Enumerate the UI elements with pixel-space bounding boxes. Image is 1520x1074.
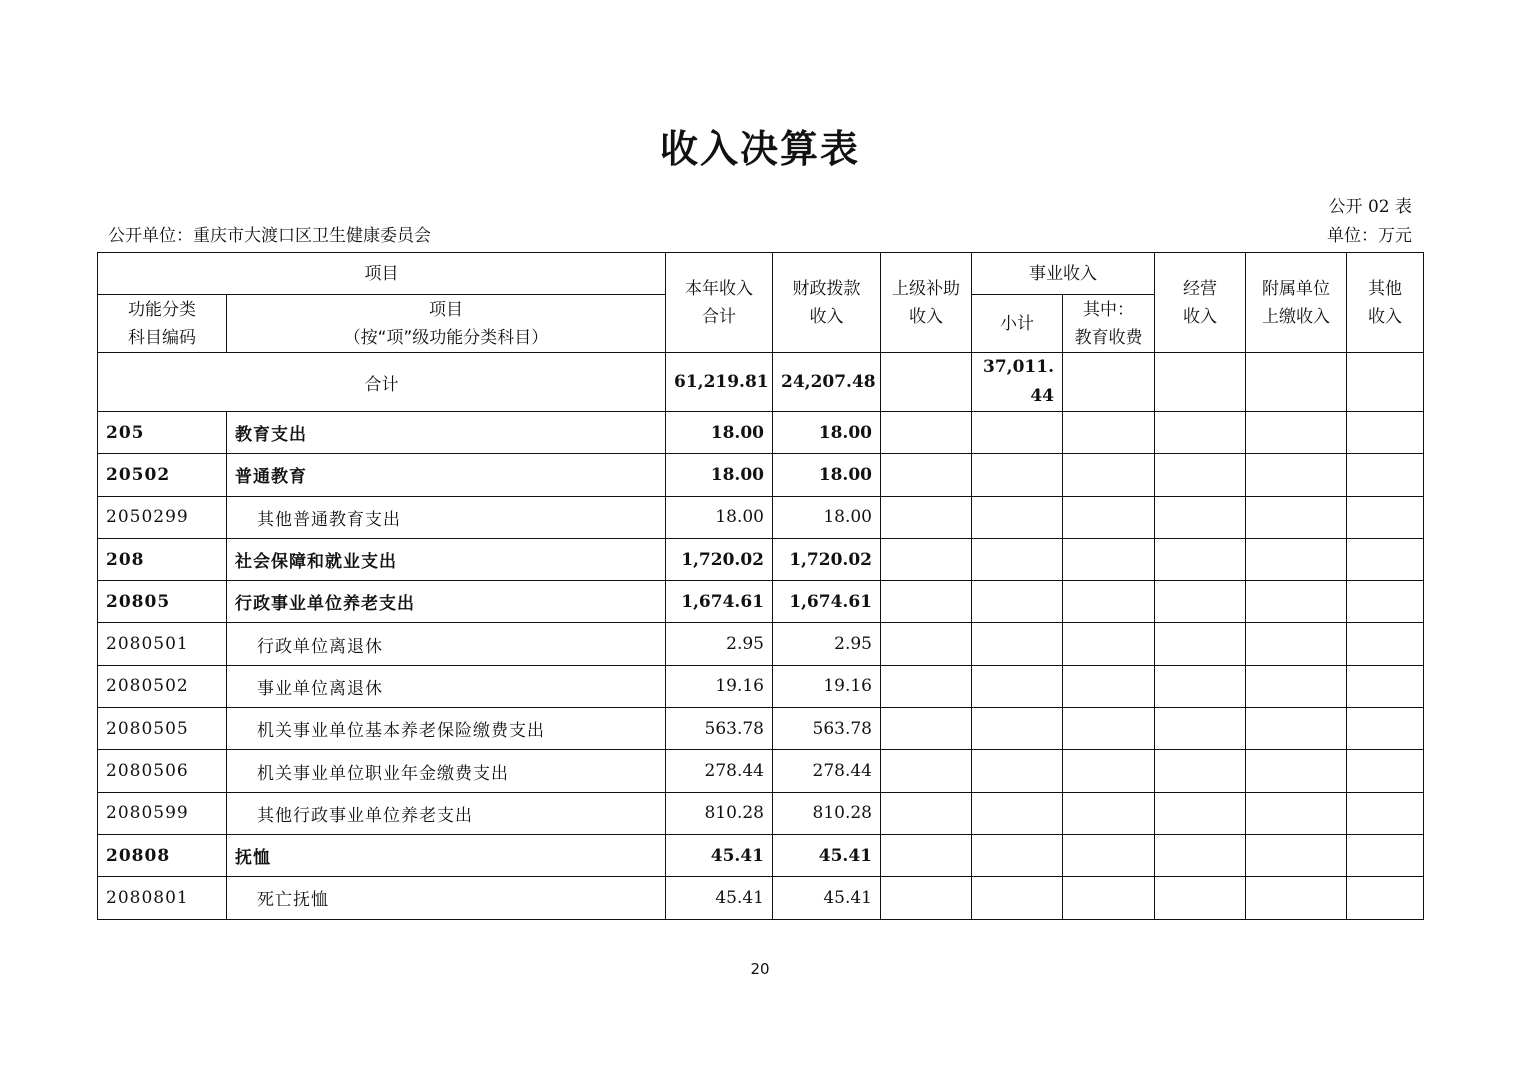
total-subtotal: 37,011.44: [972, 353, 1063, 412]
total-fiscal: 24,207.48: [773, 353, 881, 412]
row-code: 2080599: [98, 792, 227, 834]
table-row: [98, 877, 1424, 919]
row-operation: [1155, 834, 1246, 876]
row-subtotal: [972, 581, 1063, 623]
total-affiliated: [1246, 353, 1347, 412]
row-other: [1347, 750, 1424, 792]
row-fiscal: 1,720.02: [773, 538, 881, 580]
row-fiscal: 563.78: [773, 708, 881, 750]
row-operation: [1155, 538, 1246, 580]
header-total-line2: 合计: [702, 306, 736, 327]
row-total: 19.16: [666, 665, 773, 707]
header-affiliated-line2: 上缴收入: [1262, 306, 1330, 327]
row-total: 810.28: [666, 792, 773, 834]
row-superior: [881, 623, 972, 665]
row-fiscal: 18.00: [773, 454, 881, 496]
row-code: 208: [98, 538, 227, 580]
row-edu: [1063, 792, 1155, 834]
row-operation: [1155, 665, 1246, 707]
row-edu: [1063, 708, 1155, 750]
total-label: 合计: [98, 353, 666, 412]
row-fiscal: 18.00: [773, 496, 881, 538]
row-edu: [1063, 581, 1155, 623]
row-superior: [881, 412, 972, 454]
table-row: [98, 454, 1424, 496]
header-other-line1: 其他: [1368, 278, 1402, 299]
row-name: 抚恤: [227, 834, 666, 876]
row-fiscal: 19.16: [773, 665, 881, 707]
header-project-sub: [227, 295, 666, 353]
header-affiliated-line1: 附属单位: [1262, 278, 1330, 299]
row-name: 行政单位离退休: [227, 623, 666, 665]
row-other: [1347, 792, 1424, 834]
row-subtotal: [972, 623, 1063, 665]
row-edu: [1063, 665, 1155, 707]
row-subtotal: [972, 792, 1063, 834]
header-edu-line2: 教育收费: [1074, 327, 1143, 348]
row-edu: [1063, 623, 1155, 665]
row-affiliated: [1246, 708, 1347, 750]
row-operation: [1155, 454, 1246, 496]
header-total-line1: 本年收入: [685, 278, 753, 299]
row-other: [1347, 877, 1424, 919]
header-func-code: [98, 295, 227, 353]
table-row: [98, 496, 1424, 538]
row-name: 教育支出: [227, 412, 666, 454]
row-affiliated: [1246, 496, 1347, 538]
header-func-code-line2: 科目编码: [128, 327, 196, 348]
row-superior: [881, 877, 972, 919]
total-edu: [1063, 353, 1155, 412]
income-table: [97, 252, 1424, 920]
total-superior: [881, 353, 972, 412]
table-row: [98, 750, 1424, 792]
row-total: 2.95: [666, 623, 773, 665]
row-edu: [1063, 750, 1155, 792]
row-edu: [1063, 834, 1155, 876]
header-fiscal: [773, 253, 881, 353]
page-title: 收入决算表: [659, 127, 860, 171]
row-fiscal: 810.28: [773, 792, 881, 834]
header-func-code-line1: 功能分类: [128, 299, 196, 320]
row-superior: [881, 538, 972, 580]
row-other: [1347, 708, 1424, 750]
total-other: [1347, 353, 1424, 412]
header-total: [666, 253, 773, 353]
row-subtotal: [972, 538, 1063, 580]
row-code: 2050299: [98, 496, 227, 538]
row-total: 18.00: [666, 454, 773, 496]
row-total: 18.00: [666, 496, 773, 538]
row-superior: [881, 581, 972, 623]
table-row: [98, 581, 1424, 623]
row-name: 行政事业单位养老支出: [227, 581, 666, 623]
row-other: [1347, 665, 1424, 707]
row-code: 2080501: [98, 623, 227, 665]
row-affiliated: [1246, 750, 1347, 792]
row-name: 其他普通教育支出: [227, 496, 666, 538]
header-other: [1347, 253, 1424, 353]
row-superior: [881, 454, 972, 496]
table-row: [98, 834, 1424, 876]
header-operation-line1: 经营: [1183, 278, 1217, 299]
row-total: 563.78: [666, 708, 773, 750]
table-row: [98, 792, 1424, 834]
row-edu: [1063, 496, 1155, 538]
row-total: 18.00: [666, 412, 773, 454]
currency-unit: 单位：万元: [1327, 226, 1412, 246]
row-affiliated: [1246, 412, 1347, 454]
reporting-unit: 公开单位：重庆市大渡口区卫生健康委员会: [108, 226, 431, 246]
row-edu: [1063, 877, 1155, 919]
row-operation: [1155, 750, 1246, 792]
row-other: [1347, 581, 1424, 623]
row-subtotal: [972, 454, 1063, 496]
row-total: 1,674.61: [666, 581, 773, 623]
row-operation: [1155, 496, 1246, 538]
page-number: 20: [750, 960, 770, 978]
row-code: 20805: [98, 581, 227, 623]
header-other-line2: 收入: [1368, 306, 1402, 327]
row-superior: [881, 496, 972, 538]
row-subtotal: [972, 496, 1063, 538]
row-fiscal: 45.41: [773, 834, 881, 876]
row-superior: [881, 792, 972, 834]
row-total: 1,720.02: [666, 538, 773, 580]
row-other: [1347, 496, 1424, 538]
header-affiliated: [1246, 253, 1347, 353]
row-total: 278.44: [666, 750, 773, 792]
row-operation: [1155, 708, 1246, 750]
row-fiscal: 2.95: [773, 623, 881, 665]
row-operation: [1155, 581, 1246, 623]
row-other: [1347, 834, 1424, 876]
row-code: 2080801: [98, 877, 227, 919]
header-operation-line2: 收入: [1183, 306, 1217, 327]
row-name: 其他行政事业单位养老支出: [227, 792, 666, 834]
header-superior: [881, 253, 972, 353]
table-row: [98, 708, 1424, 750]
row-affiliated: [1246, 454, 1347, 496]
row-other: [1347, 412, 1424, 454]
row-operation: [1155, 877, 1246, 919]
row-subtotal: [972, 665, 1063, 707]
header-superior-line1: 上级补助: [892, 278, 960, 299]
row-superior: [881, 834, 972, 876]
row-name: 普通教育: [227, 454, 666, 496]
row-fiscal: 18.00: [773, 412, 881, 454]
table-row: [98, 623, 1424, 665]
header-operation: [1155, 253, 1246, 353]
row-operation: [1155, 792, 1246, 834]
header-project-sub-line2: （按“项”级功能分类科目）: [343, 327, 549, 348]
header-business: 事业收入: [972, 253, 1155, 295]
row-name: 社会保障和就业支出: [227, 538, 666, 580]
row-operation: [1155, 623, 1246, 665]
header-superior-line2: 收入: [909, 306, 943, 327]
row-other: [1347, 454, 1424, 496]
row-affiliated: [1246, 538, 1347, 580]
row-subtotal: [972, 412, 1063, 454]
row-code: 2080505: [98, 708, 227, 750]
header-edu-line1: 其中：: [1083, 299, 1134, 320]
row-name: 事业单位离退休: [227, 665, 666, 707]
row-affiliated: [1246, 792, 1347, 834]
row-code: 205: [98, 412, 227, 454]
total-row: [98, 353, 1424, 412]
row-superior: [881, 750, 972, 792]
row-code: 20502: [98, 454, 227, 496]
row-affiliated: [1246, 581, 1347, 623]
row-total: 45.41: [666, 834, 773, 876]
row-edu: [1063, 412, 1155, 454]
row-name: 机关事业单位职业年金缴费支出: [227, 750, 666, 792]
row-subtotal: [972, 834, 1063, 876]
row-edu: [1063, 538, 1155, 580]
row-other: [1347, 538, 1424, 580]
row-name: 死亡抚恤: [227, 877, 666, 919]
row-other: [1347, 623, 1424, 665]
row-operation: [1155, 412, 1246, 454]
row-fiscal: 45.41: [773, 877, 881, 919]
header-subtotal: 小计: [972, 295, 1063, 353]
form-number: 公开 02 表: [1328, 197, 1412, 217]
header-fiscal-line1: 财政拨款: [792, 278, 861, 299]
row-fiscal: 1,674.61: [773, 581, 881, 623]
row-edu: [1063, 454, 1155, 496]
row-name: 机关事业单位基本养老保险缴费支出: [227, 708, 666, 750]
row-affiliated: [1246, 623, 1347, 665]
row-affiliated: [1246, 665, 1347, 707]
header-project-sub-line1: 项目: [429, 299, 463, 320]
row-fiscal: 278.44: [773, 750, 881, 792]
row-affiliated: [1246, 877, 1347, 919]
row-superior: [881, 708, 972, 750]
row-code: 2080506: [98, 750, 227, 792]
row-subtotal: [972, 750, 1063, 792]
header-project: 项目: [98, 253, 666, 295]
row-total: 45.41: [666, 877, 773, 919]
total-amount: 61,219.81: [666, 353, 773, 412]
row-affiliated: [1246, 834, 1347, 876]
row-subtotal: [972, 708, 1063, 750]
row-code: 20808: [98, 834, 227, 876]
total-operation: [1155, 353, 1246, 412]
header-edu: [1063, 295, 1155, 353]
row-code: 2080502: [98, 665, 227, 707]
row-superior: [881, 665, 972, 707]
table-row: [98, 665, 1424, 707]
table-row: [98, 412, 1424, 454]
table-row: [98, 538, 1424, 580]
row-subtotal: [972, 877, 1063, 919]
header-fiscal-line2: 收入: [809, 306, 844, 327]
